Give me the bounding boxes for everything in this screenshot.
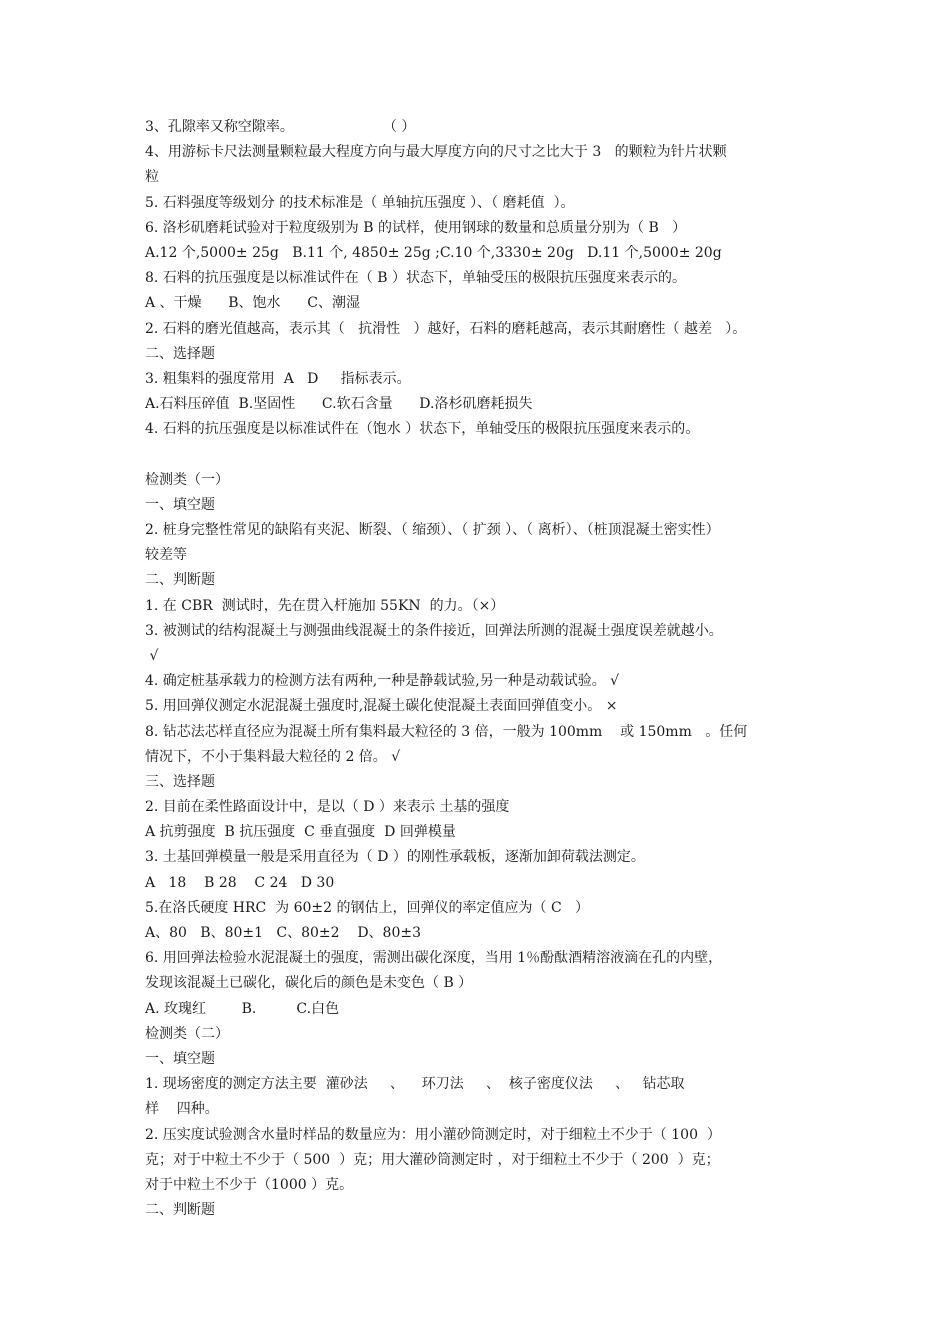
section-heading: 二、判断题 [145, 572, 215, 589]
text-line: 1. 在 CBR 测试时，先在贯入杆施加 55KN 的力。（×） [145, 597, 505, 614]
text-line: 8. 石料的抗压强度是以标准试件在（ B ）状态下，单轴受压的极限抗压强度来表示的。 [145, 270, 686, 287]
text-line: 2. 石料的磨光值越高，表示其（ 抗滑性 ）越好，石料的磨耗越高，表示其耐磨性（ 越差 ）。 [145, 320, 747, 337]
text-line: 情况下，不小于集料最大粒径的 2 倍。 √ [145, 748, 401, 765]
text-line: 5.在洛氏硬度 HRC 为 60±2 的钢估上，回弹仪的率定值应为（ C ） [145, 899, 590, 916]
text-line: 4、用游标卡尺法测量颗粒最大程度方向与最大厚度方向的尺寸之比大于 3 的颗粒为针片状颗 [145, 144, 727, 161]
section-title: 检测类（一） [145, 471, 229, 488]
text-line: 3. 土基回弹模量一般是采用直径为（ D ）的刚性承载板，逐渐加卸荷载法测定。 [145, 849, 645, 866]
text-line: 5. 石料强度等级划分 的技术标准是（ 单轴抗压强度 ）、（ 磨耗值 ）。 [145, 194, 575, 211]
text-line: 2. 目前在柔性路面设计中，是以（ D ）来表示 土基的强度 [145, 799, 510, 816]
section-heading: 三、选择题 [145, 773, 215, 790]
blank-gap [145, 442, 813, 467]
section-inspection [145, 468, 813, 1224]
section-heading: 二、判断题 [145, 1202, 215, 1219]
text-line: 对于中粒土不少于（1000 ）克。 [145, 1176, 354, 1193]
text-line: 6. 用回弹法检验水泥混凝土的强度，需测出碳化深度，当用 1％酚酞酒精溶液滴在孔的内壁， [145, 950, 723, 967]
document-page [145, 115, 813, 1223]
text-line: 1. 现场密度的测定方法主要 灌砂法 、 环刀法 、 核子密度仪法 、 钻芯取 [145, 1076, 685, 1093]
text-line: 2. 压实度试验测含水量时样品的数量应为：用小灌砂筒测定时，对于细粒土不少于（ 100 ） [145, 1126, 721, 1143]
text-line: 4. 石料的抗压强度是以标准试件在（饱水 ）状态下，单轴受压的极限抗压强度来表示的。 [145, 421, 700, 438]
text-line: A. 玫瑰红 B. C.白色 [145, 1000, 340, 1017]
text-line: 较差等 [145, 547, 187, 564]
text-line: A、80 B、80±1 C、80±2 D、80±3 [145, 925, 422, 941]
section-heading: 二、选择题 [145, 345, 215, 362]
text-line: 5. 用回弹仪测定水泥混凝土强度时,混凝土碳化使混凝土表面回弹值变小。 × [145, 698, 618, 715]
text-line: 4. 确定桩基承载力的检测方法有两种,一种是静载试验,另一种是动载试验。 √ [145, 673, 620, 690]
text-line: 克；对于中粒土不少于（ 500 ）克；用大灌砂筒测定时 ，对于细粒土不少于（ 200 ）克； [145, 1151, 720, 1168]
text-line: A 抗剪强度 B 抗压强度 C 垂直强度 D 回弹模量 [145, 824, 456, 841]
text-line: 3. 粗集料的强度常用 A D 指标表示。 [145, 370, 411, 387]
text-line: √ [145, 647, 159, 664]
text-line: 3、孔隙率又称空隙率。 （ ） [145, 119, 416, 135]
text-line: 6. 洛杉矶磨耗试验对于粒度级别为 B 的试样，使用钢球的数量和总质量分别为（ B ） [145, 219, 687, 236]
text-line: A 18 B 28 C 24 D 30 [145, 874, 335, 891]
text-line: 2. 桩身完整性常见的缺陷有夹泥、断裂、（ 缩颈）、（ 扩颈 ）、（ 离析）、（桩顶混凝土密实性） [145, 522, 720, 538]
text-line: 8. 钻芯法芯样直径应为混凝土所有集料最大粒径的 3 倍，一般为 100mm 或 150mm 。任何 [145, 723, 748, 740]
section-stone-questions [145, 115, 813, 442]
text-line: 3. 被测试的结构混凝土与测强曲线混凝土的条件接近，回弹法所测的混凝土强度误差就越小。 [145, 622, 723, 639]
section-heading: 一、填空题 [145, 496, 215, 513]
text-line: 粒 [145, 169, 159, 186]
text-line: A.12 个,5000± 25g B.11 个, 4850± 25g ;C.10 个,3330± 20g D.11 个,5000± 20g [145, 244, 722, 261]
text-line: 发现该混凝土已碳化，碳化后的颜色是未变色（ B ） [145, 975, 473, 992]
text-line: 样 四种。 [145, 1101, 219, 1118]
section-heading: 一、填空题 [145, 1050, 215, 1067]
section-title: 检测类（二） [145, 1025, 229, 1042]
text-line: A.石料压碎值 B.坚固性 C.软石含量 D.洛杉矶磨耗损失 [145, 396, 533, 413]
text-line: A 、干燥 B、饱水 C、潮湿 [145, 295, 360, 312]
